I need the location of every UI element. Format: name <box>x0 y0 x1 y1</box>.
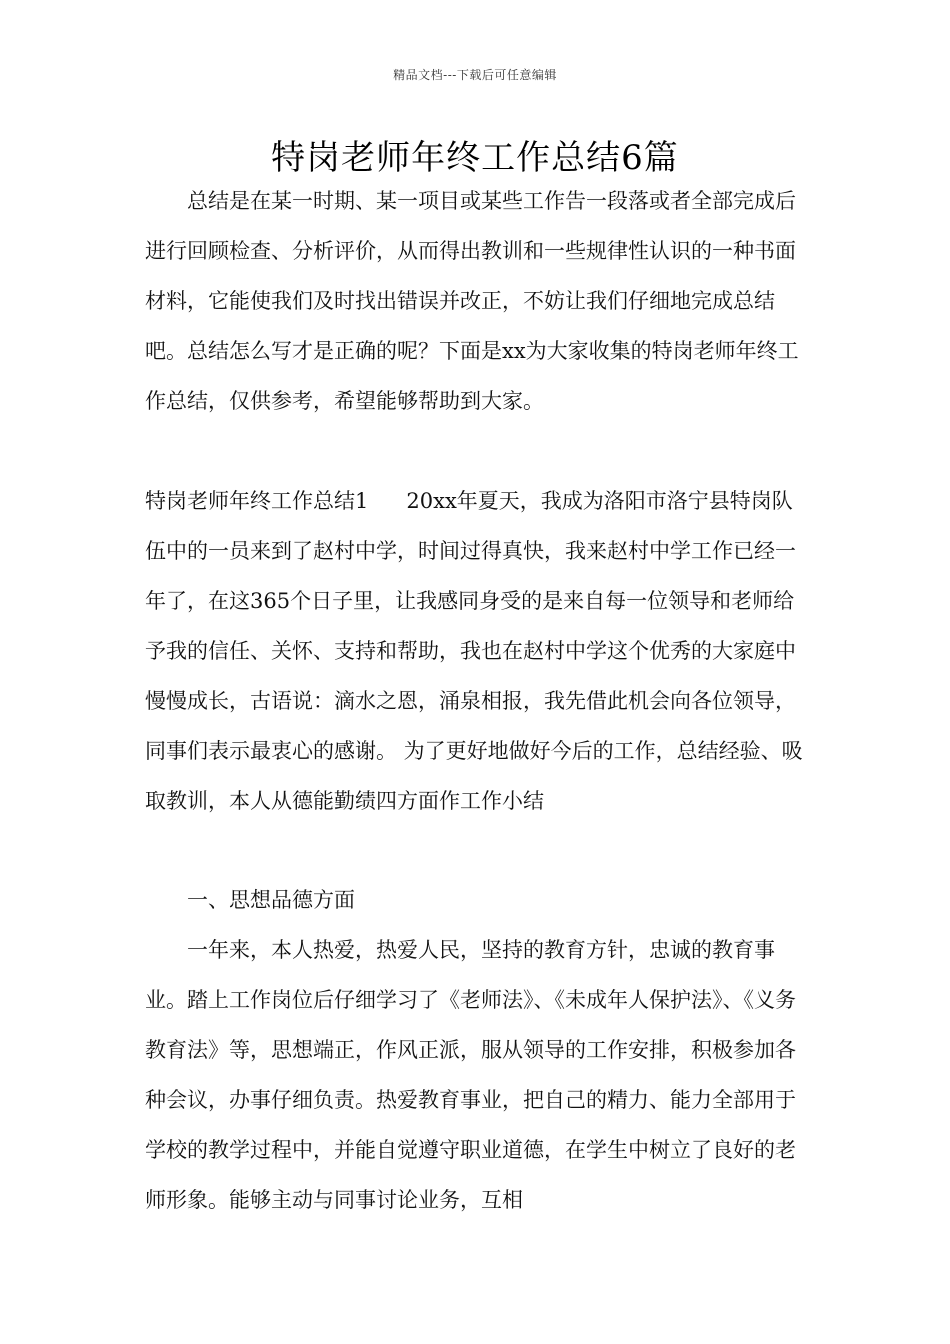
document-title: 特岗老师年终工作总结6篇 <box>271 138 679 178</box>
header-note: 精品文档---下载后可任意编辑 <box>393 68 557 82</box>
section-1-paragraph <box>145 476 813 826</box>
intro-paragraph: 总结是在某一时期、某一项目或某些工作告一段落或者全部完成后进行回顾检查、分析评价，从而得出教训和一些规律性认识的一种书面材料，它能使我们及时找出错误并改正，不妨让我们仔细地完成总结吧。总结怎么写才是正确的呢？下面是xx为大家收集的特岗老师年终工作总结，仅供参考，希望能够帮助到大家。 <box>145 189 799 413</box>
section-1-text: 20xx年夏天，我成为洛阳市洛宁县特岗队伍中的一员来到了赵村中学，时间过得真快，我来赵村中学工作已经一年了，在这365个日子里，让我感同身受的是来自每一位领导和老师给予我的信任、关怀、支持和帮助，我也在赵村中学这个优秀的大家庭中慢慢成长，古语说：滴水之恩，涌泉相报，我先借此机会向各位领导，同事们表示最衷心的感谢。 为了更好地做好今后的工作，总结经验、吸取教训，本人从德能勤绩四方面作工作小结 <box>145 489 803 813</box>
ideology-paragraph: 一年来，本人热爱，热爱人民，坚持的教育方针，忠诚的教育事业。踏上工作岗位后仔细学习了《老师法》、《未成年人保护法》、《义务教育法》等，思想端正，作风正派，服从领导的工作安排，积极参加各种会议，办事仔细负责。热爱教育事业，把自己的精力、能力全部用于学校的教学过程中，并能自觉遵守职业道德，在学生中树立了良好的老师形象。能够主动与同事讨论业务，互相 <box>145 938 796 1212</box>
heading-ideology: 一、思想品德方面 <box>187 888 355 912</box>
section-1-title: 特岗老师年终工作总结1 <box>145 489 369 513</box>
